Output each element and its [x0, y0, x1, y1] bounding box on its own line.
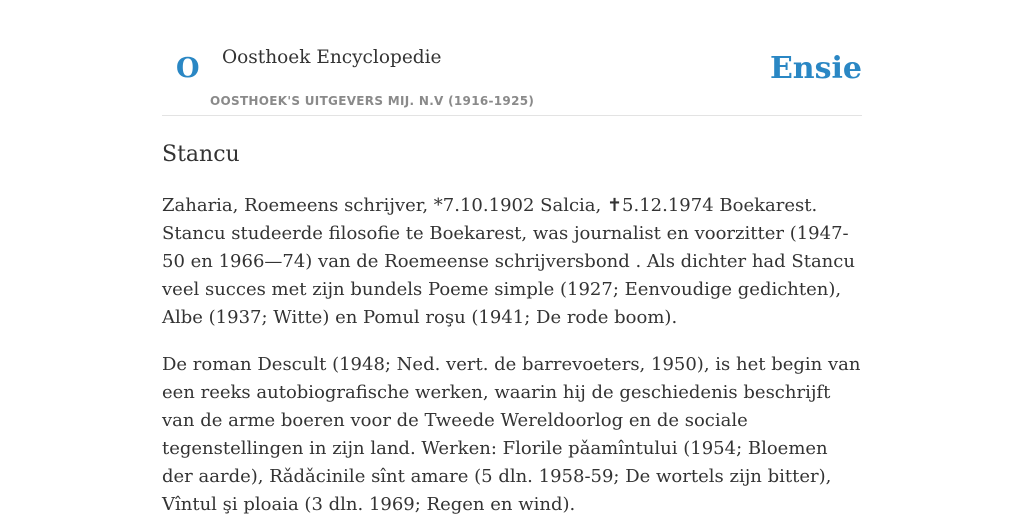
publication-title[interactable]: Oosthoek Encyclopedie — [222, 47, 442, 68]
ensie-brand-link[interactable]: Ensie — [769, 51, 862, 86]
site-header — [162, 0, 862, 116]
entry-paragraph: De roman Descult (1948; Ned. vert. de barrevoeters, 1950), is het begin van een reeks autobiografische werken, waarin hij de geschiedenis beschrijft van de arme boeren voor de Tweede Wereldoorlog en de sociale tegenstellingen in zijn land. Werken: Florile pǎamîntului (1954; Bloemen der aarde), Rǎdǎcinile sînt amare (5 dln. 1958-59; De wortels zijn bitter), Vîntul şi ploaia (3 dln. 1969; Regen en wind). — [162, 354, 861, 515]
publisher-subtitle: OOSTHOEK'S UITGEVERS MIJ. N.V (1916-1925) — [210, 94, 535, 108]
publication-logo[interactable]: O — [176, 53, 200, 84]
page-container — [162, 0, 862, 515]
entry-title: Stancu — [162, 142, 240, 167]
entry-paragraph: Zaharia, Roemeens schrijver, *7.10.1902 Salcia, ✝5.12.1974 Boekarest. Stancu studeerde filosofie te Boekarest, was journalist en voorzitter (1947-50 en 1966—74) van de Roemeense schrijversbond . Als dichter had Stancu veel succes met zijn bundels Poeme simple (1927; Eenvoudige gedichten), Albe (1937; Witte) en Pomul roşu (1941; De rode boom). — [162, 195, 855, 328]
